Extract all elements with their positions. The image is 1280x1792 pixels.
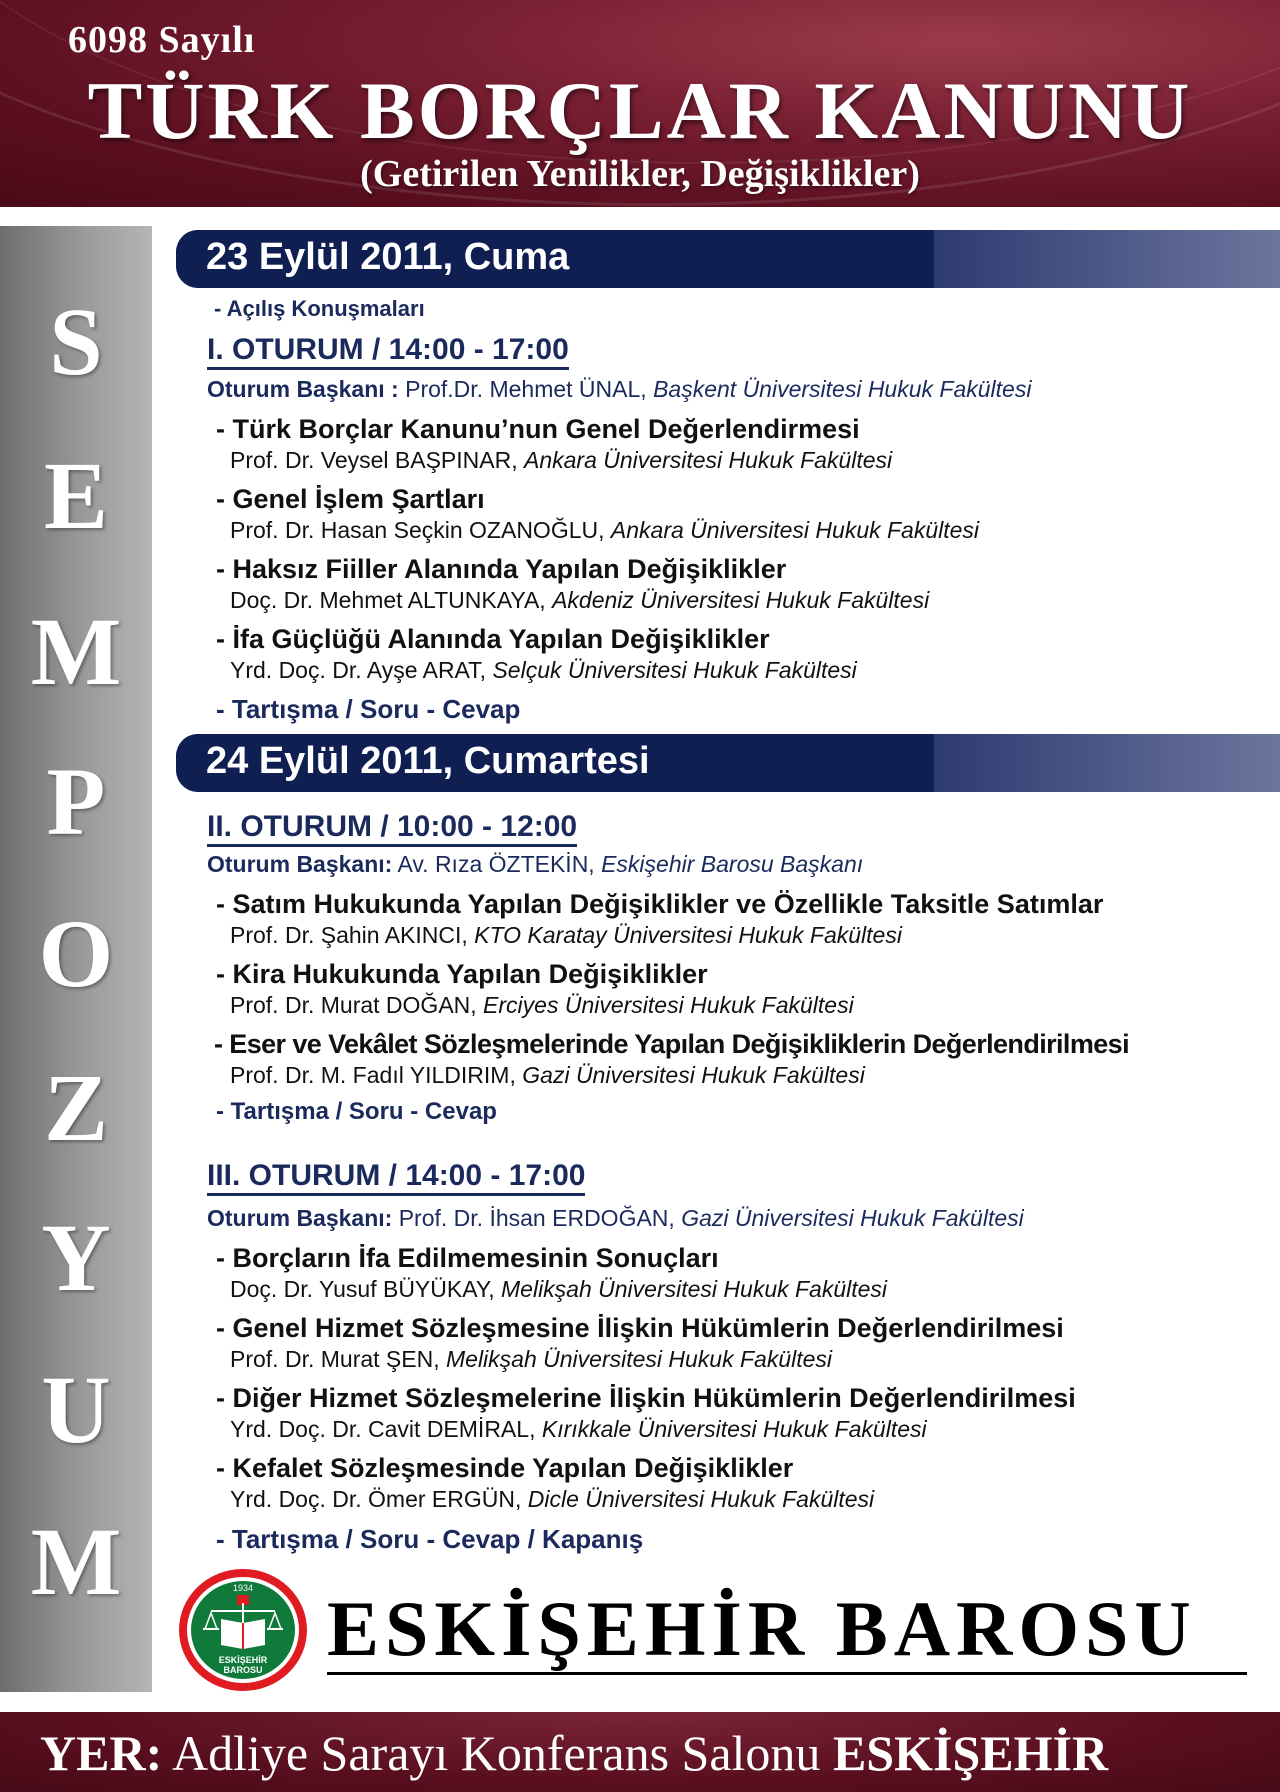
organizer-underline [327, 1672, 1247, 1675]
talk-topic: - Genel Hizmet Sözleşmesine İlişkin Hükümlerin Değerlendirilmesi [216, 1313, 1064, 1343]
bar-association-logo [177, 1567, 309, 1693]
speaker-name: Yrd. Doç. Dr. Cavit DEMİRAL, [230, 1416, 536, 1442]
sidebar-sempozyum [0, 226, 152, 1692]
speaker-affiliation: Ankara Üniversitesi Hukuk Fakültesi [524, 447, 893, 473]
day-header-bar [176, 230, 1280, 288]
speaker-affiliation: Melikşah Üniversitesi Hukuk Fakültesi [501, 1276, 888, 1302]
speaker-affiliation: Akdeniz Üniversitesi Hukuk Fakültesi [552, 587, 930, 613]
sidebar-letter: E [43, 442, 109, 549]
day-date: 24 Eylül 2011, Cumartesi [206, 740, 650, 782]
talk-speaker [230, 922, 902, 949]
chair-affiliation: Başkent Üniversitesi Hukuk Fakültesi [653, 376, 1032, 402]
speaker-name: Prof. Dr. Veysel BAŞPINAR, [230, 447, 518, 473]
speaker-name: Yrd. Doç. Dr. Ayşe ARAT, [230, 657, 487, 683]
day-header-bar [176, 734, 1280, 792]
chair-label: Oturum Başkanı: [207, 1205, 393, 1231]
talk-speaker [230, 1062, 865, 1089]
sidebar-letter: O [38, 900, 114, 1007]
talk-speaker [230, 587, 929, 614]
session-title: II. OTURUM / 10:00 - 12:00 [207, 810, 577, 847]
discussion-item: - Tartışma / Soru - Cevap [216, 1098, 497, 1125]
talk-topic: - İfa Güçlüğü Alanında Yapılan Değişiklikler [216, 624, 770, 654]
session-chair [207, 851, 863, 878]
header-banner [0, 0, 1280, 207]
speaker-affiliation: KTO Karatay Üniversitesi Hukuk Fakültesi [474, 922, 902, 948]
chair-label: Oturum Başkanı : [207, 376, 399, 402]
day-date: 23 Eylül 2011, Cuma [206, 236, 570, 278]
speaker-affiliation: Dicle Üniversitesi Hukuk Fakültesi [527, 1486, 875, 1512]
venue-city: ESKİŞEHİR [832, 1725, 1109, 1781]
speaker-affiliation: Erciyes Üniversitesi Hukuk Fakültesi [483, 992, 854, 1018]
talk-topic: - Haksız Fiiller Alanında Yapılan Değişiklikler [216, 554, 787, 584]
speaker-affiliation: Gazi Üniversitesi Hukuk Fakültesi [522, 1062, 865, 1088]
talk-topic: - Kefalet Sözleşmesinde Yapılan Değişiklikler [216, 1453, 794, 1483]
talk-speaker [230, 1486, 874, 1513]
sidebar-letter: M [30, 598, 122, 705]
logo-text-line2: BAROSU [223, 1665, 263, 1675]
page-title: TÜRK BORÇLAR KANUNU [87, 65, 1193, 156]
talk-speaker [230, 447, 892, 474]
talk-topic: - Kira Hukukunda Yapılan Değişiklikler [216, 959, 708, 989]
speaker-name: Prof. Dr. Murat DOĞAN, [230, 992, 477, 1018]
session-title: I. OTURUM / 14:00 - 17:00 [207, 333, 569, 370]
discussion-item: - Tartışma / Soru - Cevap [216, 694, 521, 724]
chair-affiliation: Gazi Üniversitesi Hukuk Fakültesi [681, 1205, 1024, 1231]
speaker-name: Prof. Dr. Hasan Seçkin OZANOĞLU, [230, 517, 605, 543]
venue-name: Adliye Sarayı Konferans Salonu [171, 1725, 821, 1781]
talk-topic: - Türk Borçlar Kanunu’nun Genel Değerlendirmesi [216, 414, 860, 444]
organizer-name: ESKİŞEHİR BAROSU [327, 1585, 1197, 1672]
speaker-name: Doç. Dr. Yusuf BÜYÜKAY, [230, 1276, 495, 1302]
sidebar-letter: S [49, 288, 103, 395]
talk-speaker [230, 992, 854, 1019]
discussion-item: - Tartışma / Soru - Cevap / Kapanış [216, 1524, 644, 1554]
chair-name: Prof. Dr. İhsan ERDOĞAN, [398, 1205, 675, 1231]
sidebar-letter: M [30, 1508, 122, 1615]
chair-name: Prof.Dr. Mehmet ÜNAL, [405, 376, 647, 402]
sidebar-letter: Y [41, 1204, 111, 1311]
sidebar-letter: P [46, 748, 106, 855]
talk-speaker [230, 1416, 927, 1443]
speaker-name: Prof. Dr. Şahin AKINCI, [230, 922, 468, 948]
talk-topic: - Borçların İfa Edilmemesinin Sonuçları [216, 1243, 719, 1273]
chair-name: Av. Rıza ÖZTEKİN, [397, 851, 595, 877]
talk-speaker [230, 517, 979, 544]
talk-topic: - Genel İşlem Şartları [216, 484, 485, 514]
sidebar-letter: Z [43, 1054, 109, 1161]
talk-speaker [230, 1346, 832, 1373]
opening-speeches: - Açılış Konuşmaları [214, 296, 425, 321]
speaker-name: Yrd. Doç. Dr. Ömer ERGÜN, [230, 1486, 522, 1512]
session-title: III. OTURUM / 14:00 - 17:00 [207, 1159, 585, 1196]
talk-topic: - Eser ve Vekâlet Sözleşmelerinde Yapılan Değişikliklerin Değerlendirilmesi [214, 1029, 1129, 1059]
session-chair [207, 376, 1031, 403]
speaker-name: Doç. Dr. Mehmet ALTUNKAYA, [230, 587, 546, 613]
speaker-affiliation: Melikşah Üniversitesi Hukuk Fakültesi [446, 1346, 833, 1372]
talk-topic: - Diğer Hizmet Sözleşmelerine İlişkin Hükümlerin Değerlendirilmesi [216, 1383, 1076, 1413]
page-subtitle: (Getirilen Yenilikler, Değişiklikler) [360, 153, 920, 195]
talk-speaker [230, 1276, 887, 1303]
chair-label: Oturum Başkanı: [207, 851, 393, 877]
speaker-name: Prof. Dr. Murat ŞEN, [230, 1346, 440, 1372]
session-chair [207, 1205, 1024, 1232]
book-icon [221, 1619, 265, 1649]
talk-speaker [230, 657, 857, 684]
speaker-name: Prof. Dr. M. Fadıl YILDIRIM, [230, 1062, 516, 1088]
venue-label: YER: [40, 1725, 163, 1781]
speaker-affiliation: Kırıkkale Üniversitesi Hukuk Fakültesi [541, 1416, 927, 1442]
chair-affiliation: Eskişehir Barosu Başkanı [601, 851, 864, 877]
talk-topic: - Satım Hukukunda Yapılan Değişiklikler ve Özellikle Taksitle Satımlar [216, 889, 1104, 919]
speaker-affiliation: Ankara Üniversitesi Hukuk Fakültesi [610, 517, 980, 543]
footer-banner [0, 1712, 1280, 1792]
law-number: 6098 Sayılı [68, 19, 256, 61]
logo-year: 1934 [232, 1583, 254, 1593]
venue-line [40, 1724, 1108, 1782]
sidebar-letter: U [41, 1356, 111, 1463]
logo-text-line1: ESKİŞEHİR [218, 1655, 268, 1665]
speaker-affiliation: Selçuk Üniversitesi Hukuk Fakültesi [492, 657, 857, 683]
